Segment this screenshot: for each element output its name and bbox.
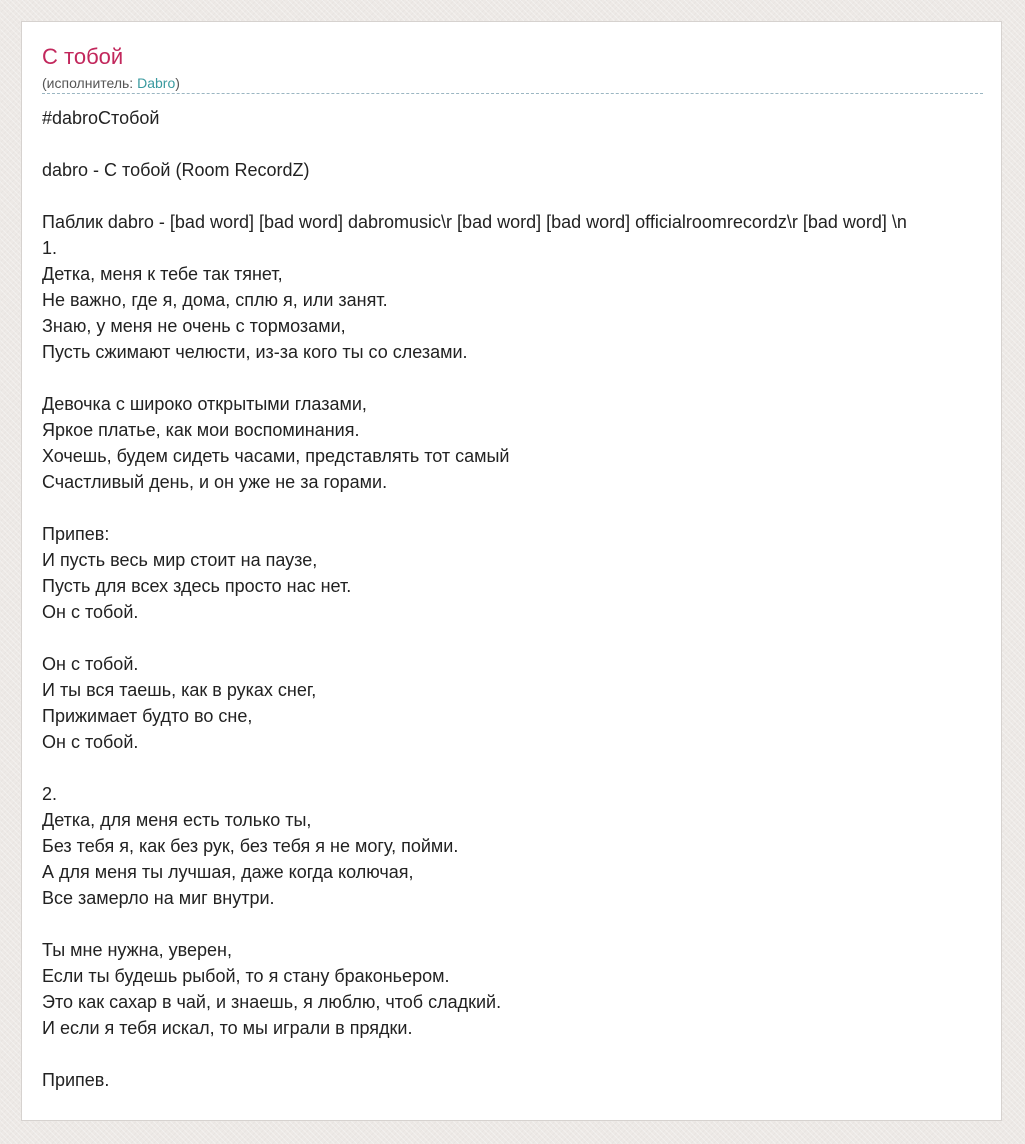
lyric-line: Он с тобой. bbox=[42, 732, 139, 752]
artist-link[interactable]: Dabro bbox=[137, 75, 176, 91]
lyric-line: Детка, для меня есть только ты, bbox=[42, 810, 312, 830]
lyric-line: Хочешь, будем сидеть часами, представлять тот самый bbox=[42, 446, 510, 466]
lyric-line: Пусть сжимают челюсти, из-за кого ты со слезами. bbox=[42, 342, 468, 362]
lyric-line: Ты мне нужна, уверен, bbox=[42, 940, 232, 960]
artist-line bbox=[42, 74, 180, 92]
lyric-line bbox=[42, 911, 983, 937]
lyric-line: Пусть для всех здесь просто нас нет. bbox=[42, 576, 352, 596]
lyric-line bbox=[42, 365, 983, 391]
lyric-line: Детка, меня к тебе так тянет, bbox=[42, 264, 283, 284]
lyric-line: dabro - С тобой (Room RecordZ) bbox=[42, 160, 310, 180]
lyric-line bbox=[42, 1041, 983, 1067]
lyric-line: И пусть весь мир стоит на паузе, bbox=[42, 550, 318, 570]
lyric-line: Припев. bbox=[42, 1070, 110, 1090]
artist-suffix: ) bbox=[175, 75, 180, 91]
lyric-line: И если я тебя искал, то мы играли в прядки. bbox=[42, 1018, 413, 1038]
lyric-line: Девочка с широко открытыми глазами, bbox=[42, 394, 367, 414]
lyric-line bbox=[42, 183, 983, 209]
lyric-line: И ты вся таешь, как в руках снег, bbox=[42, 680, 317, 700]
lyric-line: Это как сахар в чай, и знаешь, я люблю, чтоб сладкий. bbox=[42, 992, 502, 1012]
song-title: С тобой bbox=[42, 44, 124, 69]
lyric-line: 2. bbox=[42, 784, 58, 804]
song-header bbox=[42, 42, 983, 94]
lyrics-text bbox=[42, 105, 983, 1093]
lyric-line: Прижимает будто во сне, bbox=[42, 706, 253, 726]
lyric-line: Знаю, у меня не очень с тормозами, bbox=[42, 316, 346, 336]
lyric-line: Он с тобой. bbox=[42, 602, 139, 622]
lyric-line: А для меня ты лучшая, даже когда колючая, bbox=[42, 862, 414, 882]
lyric-line bbox=[42, 495, 983, 521]
lyric-line: #dabroCтобой bbox=[42, 108, 160, 128]
lyrics-card bbox=[21, 21, 1002, 1121]
lyric-line: Он с тобой. bbox=[42, 654, 139, 674]
lyric-line bbox=[42, 755, 983, 781]
lyric-line bbox=[42, 625, 983, 651]
lyric-line: Припев: bbox=[42, 524, 110, 544]
artist-prefix: (исполнитель: bbox=[42, 75, 138, 91]
lyric-line: Счастливый день, и он уже не за горами. bbox=[42, 472, 388, 492]
lyric-line: Не важно, где я, дома, сплю я, или занят. bbox=[42, 290, 388, 310]
lyric-line bbox=[42, 131, 983, 157]
lyric-line: Яркое платье, как мои воспоминания. bbox=[42, 420, 360, 440]
lyric-line: Если ты будешь рыбой, то я стану браконьером. bbox=[42, 966, 450, 986]
lyric-line: Паблик dabro - [bad word] [bad word] dabromusic\r [bad word] [bad word] officialroomrecordz\r [bad word] \n bbox=[42, 212, 907, 232]
lyric-line: Без тебя я, как без рук, без тебя я не могу, пойми. bbox=[42, 836, 459, 856]
lyric-line: Все замерло на миг внутри. bbox=[42, 888, 275, 908]
lyric-line: 1. bbox=[42, 238, 58, 258]
